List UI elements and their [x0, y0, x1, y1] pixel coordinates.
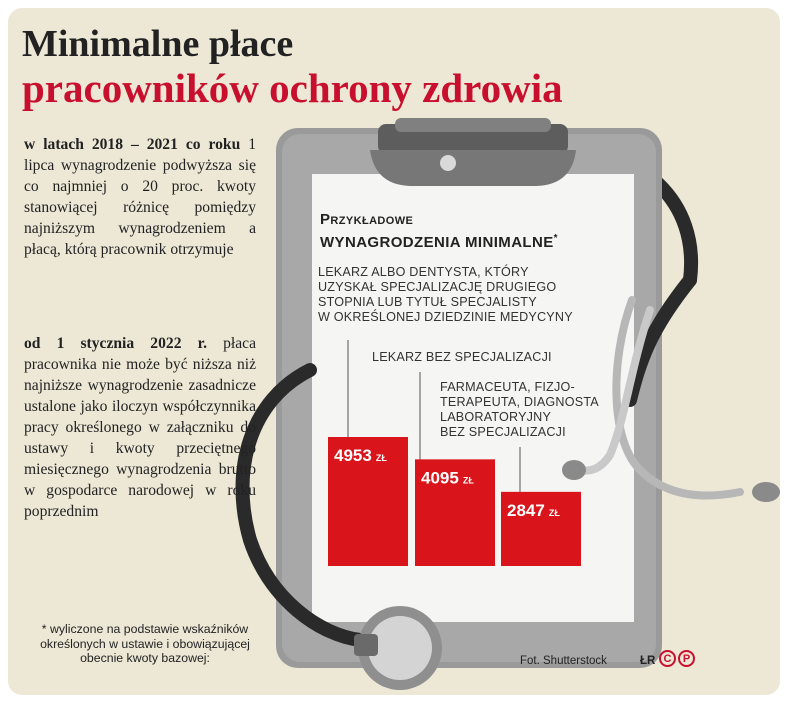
footnote: * wyliczone na podstawie wskaźników określonych w ustawie i obowiązującej obecnie kwoty bazowej:: [40, 622, 250, 665]
stethoscope-earpiece-left: [562, 460, 586, 480]
page-title-line1: Minimalne płace: [22, 23, 294, 65]
category-label-pharmacist: FARMACEUTA, FIZJO- TERAPEUTA, DIAGNOSTA LABORATORYJNY BEZ SPECJALIZACJI: [440, 380, 599, 439]
paragraph-1-bold: w latach 2018 – 2021 co roku: [24, 136, 241, 153]
chart-title-mark: *: [553, 233, 558, 244]
chart-title-line1: Przykładowe: [320, 211, 414, 228]
clipboard-clip-hole: [440, 155, 456, 171]
logo-p-icon: P: [678, 650, 695, 667]
page-title-line2: pracowników ochrony zdrowia: [22, 65, 563, 111]
chart-title: [320, 210, 558, 252]
bar-unit-label-0: ZŁ: [375, 453, 387, 463]
stethoscope-stem: [354, 634, 378, 656]
stethoscope-earpiece-right: [752, 482, 780, 502]
category-label-specialist: LEKARZ ALBO DENTYSTA, KTÓRY UZYSKAŁ SPECJALIZACJĘ DRUGIEGO STOPNIA LUB TYTUŁ SPECJALISTY W OKREŚLONEJ DZIEDZINIE MEDYCYNY: [318, 265, 573, 324]
logo-initials: ŁR: [640, 655, 656, 667]
bar-unit-label-1: ZŁ: [462, 475, 474, 486]
paragraph-2-text: płaca pracownika nie może być niższa niż najniższe wynagrodzenie zasadnicze ustalone jako iloczyn współczynnika pracy określonego w załączniku do ustawy i kwoty przeciętnego miesięcznego wynagrodzenia brutto w gospodarce narodowej w roku poprzednim: [24, 335, 257, 520]
paragraph-2-bold: od 1 stycznia 2022 r.: [24, 335, 207, 352]
bar-unit-label-2: ZŁ: [548, 507, 560, 518]
photo-credit: Fot. Shutterstock: [520, 655, 607, 667]
paragraph-2022: [24, 333, 256, 522]
category-label-no-specialization: LEKARZ BEZ SPECJALIZACJI: [372, 350, 552, 364]
bar-value-label-0: 4953 ZŁ: [334, 446, 387, 465]
clipboard-clip-top: [395, 118, 551, 132]
clipboard-clip-plate: [370, 150, 576, 186]
logo-c-icon: C: [659, 650, 676, 667]
paragraph-2018-2021: [24, 134, 256, 260]
chart-title-line2: WYNAGRODZENIA MINIMALNE: [320, 234, 554, 251]
bar-value-label-1: 4095 ZŁ: [421, 468, 474, 488]
paragraph-1-text: 1 lipca wynagrodzenie podwyższa się co najmniej o 20 proc. kwoty stanowiącej różnicę pomiędzy najniższym wynagrodzeniem a płacą, którą pracownik otrzymuje: [24, 136, 256, 258]
copyright-logo: [659, 650, 695, 667]
bar-value-label-2: 2847 ZŁ: [507, 500, 560, 520]
